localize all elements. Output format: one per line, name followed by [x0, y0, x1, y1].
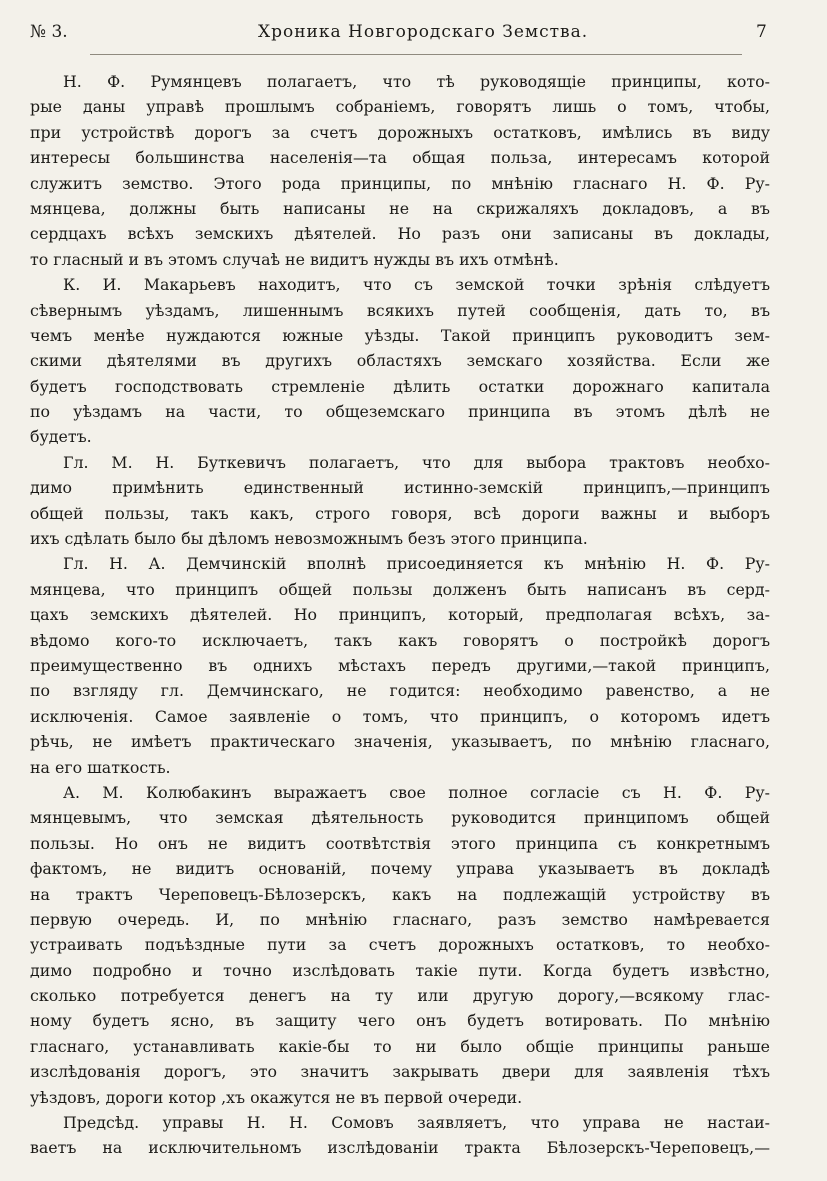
paragraph-butkevich — [30, 450, 770, 552]
text-line: на трактъ Череповецъ-Бѣлозерскъ, какъ на подлежащій устройству въ — [30, 884, 770, 904]
text-line: Гл. М. Н. Буткевичъ полагаетъ, что для выбора трактовъ необхо- — [63, 452, 770, 472]
text-line: будетъ. — [30, 427, 92, 447]
document-body — [30, 69, 770, 1161]
document-page — [30, 14, 770, 1164]
text-line: К. И. Макарьевъ находитъ, что съ земской точки зрѣнія слѣдуетъ — [63, 275, 770, 295]
text-line: устраивать подъѣздные пути за счетъ дорожныхъ остатковъ, то необхо- — [30, 935, 770, 955]
text-line: Н. Ф. Румянцевъ полагаетъ, что тѣ руководящіе принципы, кото- — [63, 72, 770, 91]
page-header — [30, 14, 770, 54]
paragraph-somov — [30, 1110, 770, 1161]
text-line: мянцева, должны быть написаны не на скрижаляхъ докладовъ, а въ — [30, 198, 770, 218]
text-line: мянцева, что принципъ общей пользы долженъ быть написанъ въ серд- — [30, 579, 770, 599]
text-line: ному будетъ ясно, въ защиту чего онъ будетъ вотировать. По мнѣнію — [30, 1011, 770, 1031]
text-line: преимущественно въ однихъ мѣстахъ передъ другими,—такой принципъ, — [30, 655, 770, 675]
text-line: сердцахъ всѣхъ земскихъ дѣятелей. Но разъ они записаны въ доклады, — [30, 224, 770, 244]
paragraph-demchinsky — [30, 551, 770, 780]
text-line: А. М. Колюбакинъ выражаетъ свое полное согласіе съ Н. Ф. Ру- — [63, 782, 770, 802]
text-line: на его шаткость. — [30, 757, 171, 777]
text-line: исключенія. Самое заявленіе о томъ, что принципъ, о которомъ идетъ — [30, 706, 770, 726]
text-line: Гл. Н. А. Демчинскій вполнѣ присоединяется къ мнѣнію Н. Ф. Ру- — [63, 554, 770, 574]
text-line: фактомъ, не видитъ основаній, почему управа указываетъ въ докладѣ — [30, 859, 770, 879]
text-line: по уѣздамъ на части, то общеземскаго принципа въ этомъ дѣлѣ не — [30, 402, 770, 422]
text-line: гласнаго, устанавливать какіе-бы то ни было общіе принципы раньше — [30, 1036, 770, 1056]
text-line: при устройствѣ дорогъ за счетъ дорожныхъ остатковъ, имѣлись въ виду — [30, 122, 770, 142]
text-line: интересы большинства населенія—та общая польза, интересамъ которой — [30, 148, 770, 168]
page-number: 7 — [756, 22, 767, 42]
text-line: димо примѣнить единственный истинно-земскій принципъ,—принципъ — [30, 478, 770, 498]
running-title: Хроника Новгородскаго Земства. — [258, 22, 589, 42]
text-line: будетъ господствовать стремленіе дѣлить остатки дорожнаго капитала — [30, 376, 770, 396]
text-line: ихъ сдѣлать было бы дѣломъ невозможнымъ безъ этого принципа. — [30, 529, 588, 549]
text-line: рѣчь, не имѣетъ практическаго значенія, указываетъ, по мнѣнію гласнаго, — [30, 732, 770, 752]
paragraph-rumyantsev — [30, 69, 770, 272]
text-line: изслѣдованія дорогъ, это значитъ закрывать двери для заявленія тѣхъ — [30, 1062, 770, 1082]
text-line: сѣвернымъ уѣздамъ, лишеннымъ всякихъ путей сообщенія, дать то, въ — [30, 300, 770, 320]
text-line: вѣдомо кого-то исключаетъ, такъ какъ говорятъ о постройкѣ дорогъ — [30, 630, 770, 650]
text-line: по взгляду гл. Демчинскаго, не годится: необходимо равенство, а не — [30, 681, 770, 701]
text-line: чемъ менѣе нуждаются южные уѣзды. Такой принципъ руководитъ зем- — [30, 325, 770, 345]
text-line: мянцевымъ, что земская дѣятельность руководится принципомъ общей — [30, 808, 770, 828]
paragraph-kolyubakin — [30, 780, 770, 1110]
text-line: общей пользы, такъ какъ, строго говоря, всѣ дороги важны и выборъ — [30, 503, 770, 523]
text-line: цахъ земскихъ дѣятелей. Но принципъ, который, предполагая всѣхъ, за- — [30, 605, 770, 625]
issue-number: № 3. — [30, 22, 68, 42]
text-line: то гласный и въ этомъ случаѣ не видитъ нужды въ ихъ отмѣнѣ. — [30, 249, 559, 269]
text-line: Предсѣд. управы Н. Н. Сомовъ заявляетъ, что управа не настаи- — [63, 1113, 770, 1133]
text-line: первую очередь. И, по мнѣнію гласнаго, разъ земство намѣревается — [30, 909, 770, 929]
text-line: димо подробно и точно изслѣдовать такіе пути. Когда будетъ извѣстно, — [30, 960, 770, 980]
text-line: ваетъ на исключительномъ изслѣдованіи тракта Бѣлозерскъ-Череповецъ,— — [30, 1138, 770, 1158]
text-line: пользы. Но онъ не видитъ соотвѣтствія этого принципа съ конкретнымъ — [30, 833, 770, 853]
text-line: уѣздовъ, дороги котор ,хъ окажутся не въ первой очереди. — [30, 1087, 523, 1107]
paragraph-makaryev — [30, 272, 770, 450]
text-line: служитъ земство. Этого рода принципы, по мнѣнію гласнаго Н. Ф. Ру- — [30, 173, 770, 193]
text-line: рые даны управѣ прошлымъ собраніемъ, говорятъ лишь о томъ, чтобы, — [30, 97, 770, 117]
text-line: сколько потребуется денегъ на ту или другую дорогу,—всякому глас- — [30, 986, 770, 1006]
header-rule — [90, 54, 742, 55]
text-line: скими дѣятелями въ другихъ областяхъ земскаго хозяйства. Если же — [30, 351, 770, 371]
